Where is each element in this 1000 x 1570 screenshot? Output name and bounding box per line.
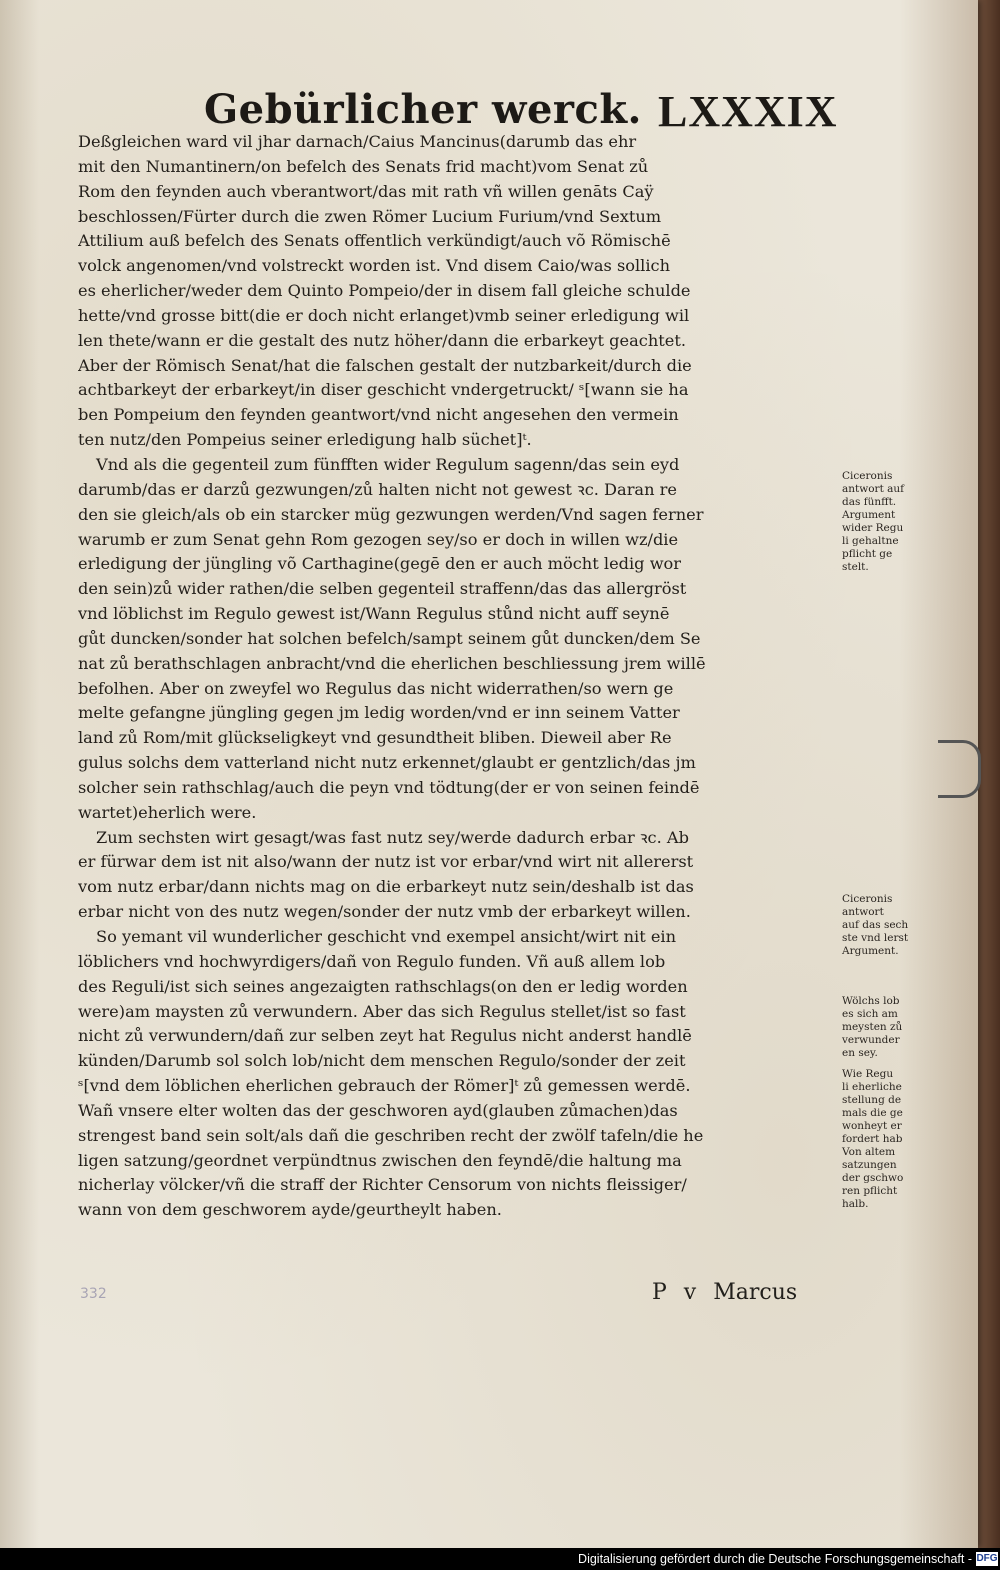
text-line: solcher sein rathschlag/auch die peyn vnd tödtung(der er von seinen feindē — [78, 777, 700, 797]
margin-note-line: Wölchs lob — [842, 995, 900, 1007]
margin-note-line: antwort auf — [842, 483, 905, 495]
margin-note-line: stellung de — [842, 1094, 902, 1106]
text-line: löblichers vnd hochwyrdigers/dañ von Regulo funden. Vñ auß allem lob — [78, 951, 666, 971]
text-line: wann von dem geschworem ayde/geurtheylt haben. — [78, 1200, 502, 1220]
text-line: vnd löblichst im Regulo gewest ist/Wann Regulus stůnd nicht auff seynē — [78, 604, 670, 624]
text-line: nicherlay völcker/vñ die straff der Richter Censorum von nichts fleissiger/ — [78, 1175, 687, 1195]
text-line: den sie gleich/als ob ein starcker müg gezwungen werden/Vnd sagen ferner — [78, 504, 704, 524]
text-line: So yemant vil wunderlicher geschicht vnd exempel ansicht/wirt nit ein — [96, 927, 677, 946]
text-line: erbar nicht von des nutz wegen/sonder der nutz vmb der erbarkeyt willen. — [78, 902, 691, 922]
margin-note-line: der gschwo — [842, 1172, 904, 1184]
shelf-mark: 332 — [80, 1286, 107, 1302]
text-line: strengest band sein solt/als dañ die geschriben recht der zwölf tafeln/die he — [78, 1125, 704, 1145]
text-line: wartet)eherlich were. — [78, 802, 257, 822]
clasp-icon — [938, 740, 981, 798]
footer-credit: Digitalisierung gefördert durch die Deutsche Forschungsgemeinschaft - — [578, 1552, 972, 1566]
text-line: ten nutz/den Pompeius seiner erledigung halb süchet]ᵗ. — [78, 430, 532, 450]
text-line: hette/vnd grosse bitt(die er doch nicht erlanget)vmb seiner erledigung wil — [78, 305, 690, 325]
folio-number: LXXXIX — [658, 87, 838, 136]
text-line: achtbarkeyt der erbarkeyt/in diser geschicht vndergetruckt/ ˢ[wann sie ha — [78, 380, 689, 400]
text-line: Wañ vnsere elter wolten das der geschworen ayd(glauben zůmachen)das — [78, 1100, 678, 1120]
text-line: ben Pompeium den feynden geantwort/vnd nicht angesehen den vermein — [78, 405, 679, 425]
text-line: es eherlicher/weder dem Quinto Pompeio/der in disem fall gleiche schulde — [78, 281, 691, 301]
text-line: darumb/das er darzů gezwungen/zů halten nicht not gewest ꝛc. Daran re — [78, 479, 677, 499]
text-line: nat zů berathschlagen anbracht/vnd die eherlichen beschliessung jrem willē — [78, 653, 706, 673]
text-line: gůt duncken/sonder hat solchen befelch/sampt seinem gůt duncken/dem Se — [78, 628, 701, 648]
text-line: mit den Numantinern/on befelch des Senats frid macht)vom Senat zů — [78, 156, 649, 176]
text-line: den sein)zů wider rathen/die selben gegenteil straffenn/das das allergröst — [78, 579, 687, 599]
margin-note-line: li gehaltne — [842, 535, 899, 547]
text-line: len thete/wann er die gestalt des nutz höher/dann die erbarkeyt geachtet. — [78, 330, 686, 350]
margin-note-line: Ciceronis — [842, 470, 893, 482]
text-line: Vnd als die gegenteil zum fünfften wider Regulum sagenn/das sein eyd — [96, 454, 680, 474]
page-header — [0, 0, 978, 140]
margin-note-line: halb. — [842, 1198, 869, 1210]
margin-note — [842, 995, 934, 1060]
margin-note-line: Von altem — [842, 1146, 896, 1158]
text-line: melte gefangne jüngling gegen jm ledig worden/vnd er inn seinem Vatter — [78, 703, 680, 723]
margin-note-line: satzungen — [842, 1159, 897, 1171]
margin-note-line: verwunder — [842, 1034, 900, 1046]
margin-note-line: en sey. — [842, 1047, 878, 1059]
text-line: land zů Rom/mit glückseligkeyt vnd gesundtheit bliben. Dieweil aber Re — [78, 728, 672, 748]
margin-note-line: meysten zů — [842, 1021, 903, 1033]
text-line: nicht zů verwundern/dañ zur selben zeyt hat Regulus nicht anderst handlē — [78, 1026, 692, 1046]
footer-bar — [0, 1548, 1000, 1570]
text-line: ligen satzung/geordnet verpündtnus zwischen den feyndē/die haltung ma — [78, 1150, 682, 1170]
text-line: des Reguli/ist sich seines angezaigten rathschlags(on den er ledig worden — [78, 976, 688, 996]
margin-note-line: es sich am — [842, 1008, 898, 1020]
running-title: Gebürlicher werck. — [204, 86, 642, 133]
margin-note-line: li eherliche — [842, 1081, 902, 1093]
margin-note — [842, 1068, 934, 1211]
margin-note-line: wonheyt er — [842, 1120, 902, 1132]
margin-note-line: auf das sech — [842, 919, 909, 931]
text-line: Rom den feynden auch vberantwort/das mit rath vñ willen genāts Caÿ — [78, 181, 654, 201]
margin-note-line: Argument. — [842, 945, 899, 957]
text-line: Deßgleichen ward vil jhar darnach/Caius Mancinus(darumb das ehr — [78, 132, 637, 151]
text-line: vom nutz erbar/dann nichts mag on die erbarkeyt nutz sein/deshalb ist das — [78, 877, 694, 897]
text-line: volck angenomen/vnd volstreckt worden ist. Vnd disem Caio/was sollich — [78, 256, 671, 276]
margin-note-line: fordert hab — [842, 1133, 903, 1145]
text-line: warumb er zum Senat gehn Rom gezogen sey/so er doch in willen wz/die — [78, 529, 679, 549]
text-line: befolhen. Aber on zweyfel wo Regulus das nicht widerrathen/so wern ge — [78, 678, 674, 698]
catchword: P v Marcus — [652, 1280, 798, 1305]
dfg-logo-icon: DFG — [976, 1553, 998, 1564]
body-text — [78, 130, 838, 1223]
text-line: beschlossen/Fürter durch die zwen Römer Lucium Furium/vnd Sextum — [78, 206, 662, 226]
margin-note-line: das fünfft. — [842, 496, 897, 508]
margin-note — [842, 893, 934, 958]
margin-note-line: antwort — [842, 906, 884, 918]
margin-note-line: ren pflicht — [842, 1185, 898, 1197]
margin-note — [842, 470, 934, 574]
margin-note-line: Wie Regu — [842, 1068, 894, 1080]
text-line: Attilium auß befelch des Senats offentlich verkündigt/auch võ Römischē — [78, 231, 671, 251]
margin-note-line: stelt. — [842, 561, 869, 573]
text-line: er fürwar dem ist nit also/wann der nutz ist vor erbar/vnd wirt nit allererst — [78, 852, 694, 872]
text-line: künden/Darumb sol solch lob/nicht dem menschen Regulo/sonder der zeit — [78, 1051, 686, 1071]
text-line: gulus solchs dem vatterland nicht nutz erkennet/glaubt er gentzlich/das jm — [78, 753, 696, 773]
text-line: Aber der Römisch Senat/hat die falschen gestalt der nutzbarkeit/durch die — [78, 355, 692, 375]
margin-note-line: wider Regu — [842, 522, 904, 534]
margin-note-line: Argument — [842, 509, 896, 521]
margin-note-line: pflicht ge — [842, 548, 893, 560]
margin-note-line: mals die ge — [842, 1107, 903, 1119]
margin-note-line: Ciceronis — [842, 893, 893, 905]
margin-note-line: ste vnd lerst — [842, 932, 909, 944]
text-line: erledigung der jüngling võ Carthagine(gegē den er auch möcht ledig wor — [78, 554, 682, 574]
text-line: ˢ[vnd dem löblichen eherlichen gebrauch der Römer]ᵗ zů gemessen werdē. — [78, 1076, 691, 1096]
text-line: Zum sechsten wirt gesagt/was fast nutz sey/werde dadurch erbar ꝛc. Ab — [96, 827, 689, 847]
text-line: were)am maysten zů verwundern. Aber das sich Regulus stellet/ist so fast — [78, 1001, 686, 1021]
